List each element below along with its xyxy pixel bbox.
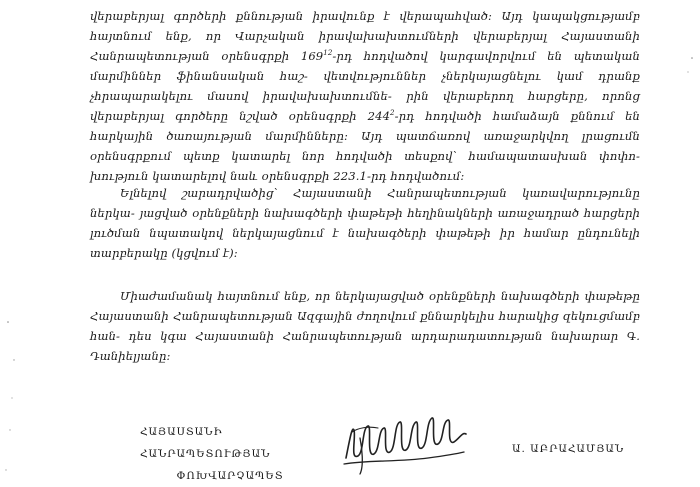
paragraph-3: [90, 286, 640, 366]
superscript: 12: [323, 49, 333, 57]
paragraph-1: [90, 6, 640, 186]
paragraph-2: [90, 183, 640, 263]
text-line: (կցվում է):: [171, 246, 238, 260]
superscript: 2: [390, 109, 395, 117]
text-line: դես կգա Հայաստանի Հանրապետության արդարադատության նախարար Գ. Դանիելյանը:: [90, 329, 640, 363]
text-line: Միաժամանակ հայտնում ենք, որ ներկայացված օրենքների նախագծերի փաթեթը: [120, 289, 640, 303]
text-line: րին վերաբերող հարցերը, որոնց վերաբերյալ գործերը նշված օրենսգրքի $244^2-րդ$ հոդվածի: [90, 89, 640, 123]
text-line: Հայաստանի Հանրապետության Ազգային ժողովում քննարկելիս հարակից զեկուցմամբ հան-: [90, 309, 640, 343]
text-line: խություն կատարելով նաև օրենսգրքի 223.1-րդ հոդվածում:: [90, 169, 465, 183]
signatory-title-line-2: ՓՈԽՎԱՐՉԱՊԵՏ: [176, 470, 284, 482]
signatory-title-line-1: ՀԱՅԱՍՏԱՆԻ ՀԱՆՐԱՊԵՏՈՒԹՅԱՆ: [140, 426, 271, 460]
text-line: վետվություններ չներկայացնելու կամ դրանք չհրապարակելու մասով իրավախախտումնե-: [90, 69, 640, 103]
signatory-title: [140, 421, 350, 487]
handwritten-signature: [338, 408, 473, 478]
text-line: համաձայն քննում են հարկային ծառայության մարմինները: Այդ պատճառով առաջարկվող: [90, 109, 640, 143]
text-line: օրենսգրքի $169^{12}-րդ$ հոդվածով կարգավորվում են պետական մարմիններ ֆինանսական հաշ-: [90, 49, 640, 83]
signatory-name: Ա. ԱԲՐԱՀԱՄՅԱՆ: [512, 443, 625, 455]
text-line: յացված օրենքների նախագծերի փաթեթի հեղինակների առաջադրած հարցերի լուծման: [90, 206, 640, 240]
text-line: ենք, որ Վարչական իրավախախտումների վերաբերյալ Հայաստանի Հանրապետության: [90, 29, 640, 63]
text-line: վերաբերյալ գործերի քննության իրավունք է վերապահված: Այդ կապակցությամբ հայտնում: [90, 9, 640, 43]
text-line: Ելնելով շարադրվածից՝ Հայաստանի Հանրապետության կառավարությունը ներկա-: [90, 186, 640, 220]
text-line: լրացումն օրենսգրքում պետք կատարել նոր հոդվածի տեսքով՝ համապատասխան փոփո-: [90, 129, 640, 163]
text-line: նպատակով ներկայացնում է նախագծերի փաթեթի իր համար ընդունելի տարբերակը: [90, 226, 640, 260]
